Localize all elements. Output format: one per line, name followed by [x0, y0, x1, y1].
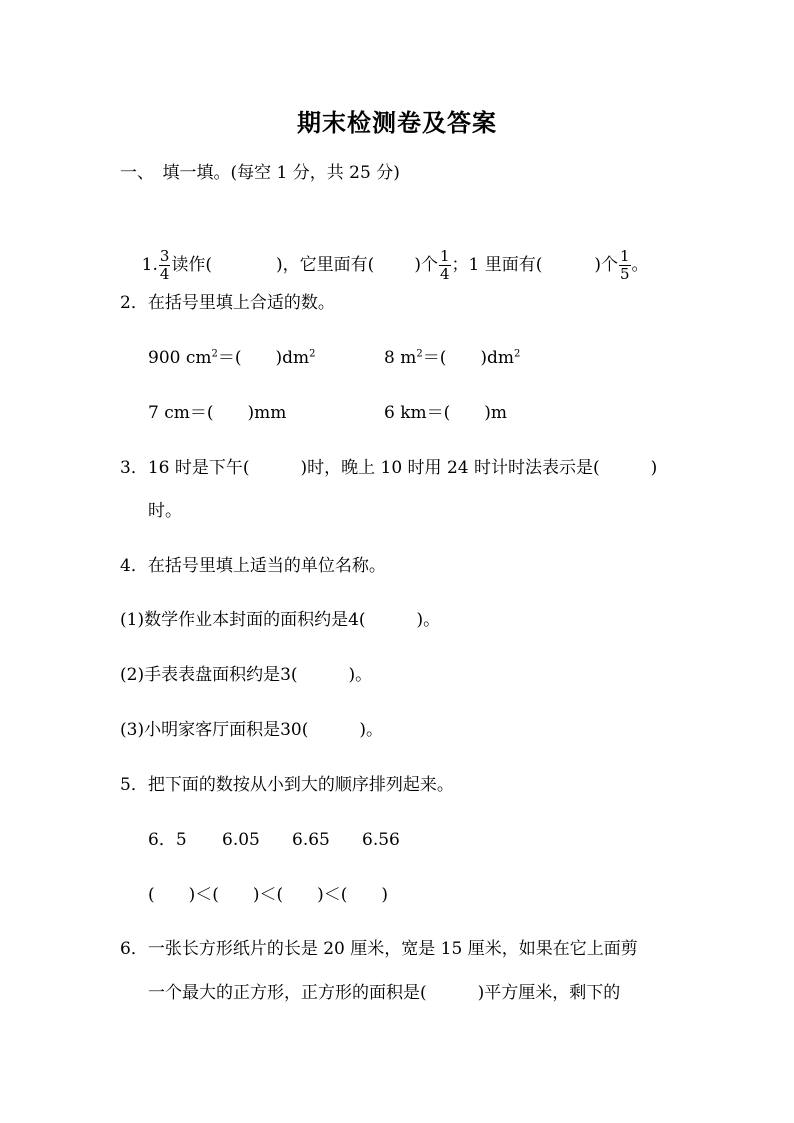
q5-number-4: 6.56: [362, 830, 400, 850]
page-title: 期末检测卷及答案: [297, 109, 497, 137]
q1-text-c: )个: [414, 255, 438, 275]
q4-item-3: (3)小明家客厅面积是30( )。: [120, 720, 383, 740]
q1-text-a: 读作(: [171, 255, 213, 275]
q5-number-1: 6．5: [148, 830, 187, 850]
question-5: 5．把下面的数按从小到大的顺序排列起来。: [120, 775, 454, 795]
q1-text-b: )，它里面有(: [276, 255, 375, 275]
q5-number-2: 6.05: [222, 830, 260, 850]
q5-number-3: 6.65: [292, 830, 330, 850]
q4-item-1: (1)数学作业本封面的面积约是4( )。: [120, 610, 441, 630]
q5-order-blanks: ( )＜( )＜( )＜( ): [148, 885, 389, 905]
q2-item-3: 7 cm＝( )mm: [148, 403, 287, 423]
question-6-line-1: 6．一张长方形纸片的长是 20 厘米，宽是 15 厘米，如果在它上面剪: [120, 939, 638, 959]
question-2: 2．在括号里填上合适的数。: [120, 293, 335, 313]
q1-text-d: ；1 里面有(: [451, 255, 543, 275]
fraction-one-fifth: $\frac{1}{5}$: [620, 247, 630, 283]
q1-text-e: )个: [594, 255, 618, 275]
q2-item-1: 900 $cm^2=$( )$dm^2$: [148, 348, 316, 368]
question-3-line-1: 3．16 时是下午( )时，晚上 10 时用 24 时计时法表示是( ): [120, 458, 658, 478]
question-6-line-2: 一个最大的正方形，正方形的面积是( )平方厘米，剩下的: [148, 983, 621, 1003]
q4-item-2: (2)手表表盘面积约是3( )。: [120, 665, 373, 685]
question-3-line-2: 时。: [148, 501, 182, 521]
q1-number: 1.: [141, 255, 158, 275]
fraction-three-quarters: $\frac{3}{4}$: [159, 247, 170, 283]
question-4: 4．在括号里填上适当的单位名称。: [120, 556, 386, 576]
section-heading: 一、 填一填。(每空 1 分，共 25 分): [120, 163, 400, 183]
q2-item-2: 8 $m^2=$( )$dm^2$: [384, 348, 521, 368]
fraction-one-quarter: $\frac{1}{4}$: [439, 247, 450, 283]
q2-item-4: 6 km＝( )m: [384, 403, 508, 423]
q1-text-f: 。: [631, 255, 649, 275]
